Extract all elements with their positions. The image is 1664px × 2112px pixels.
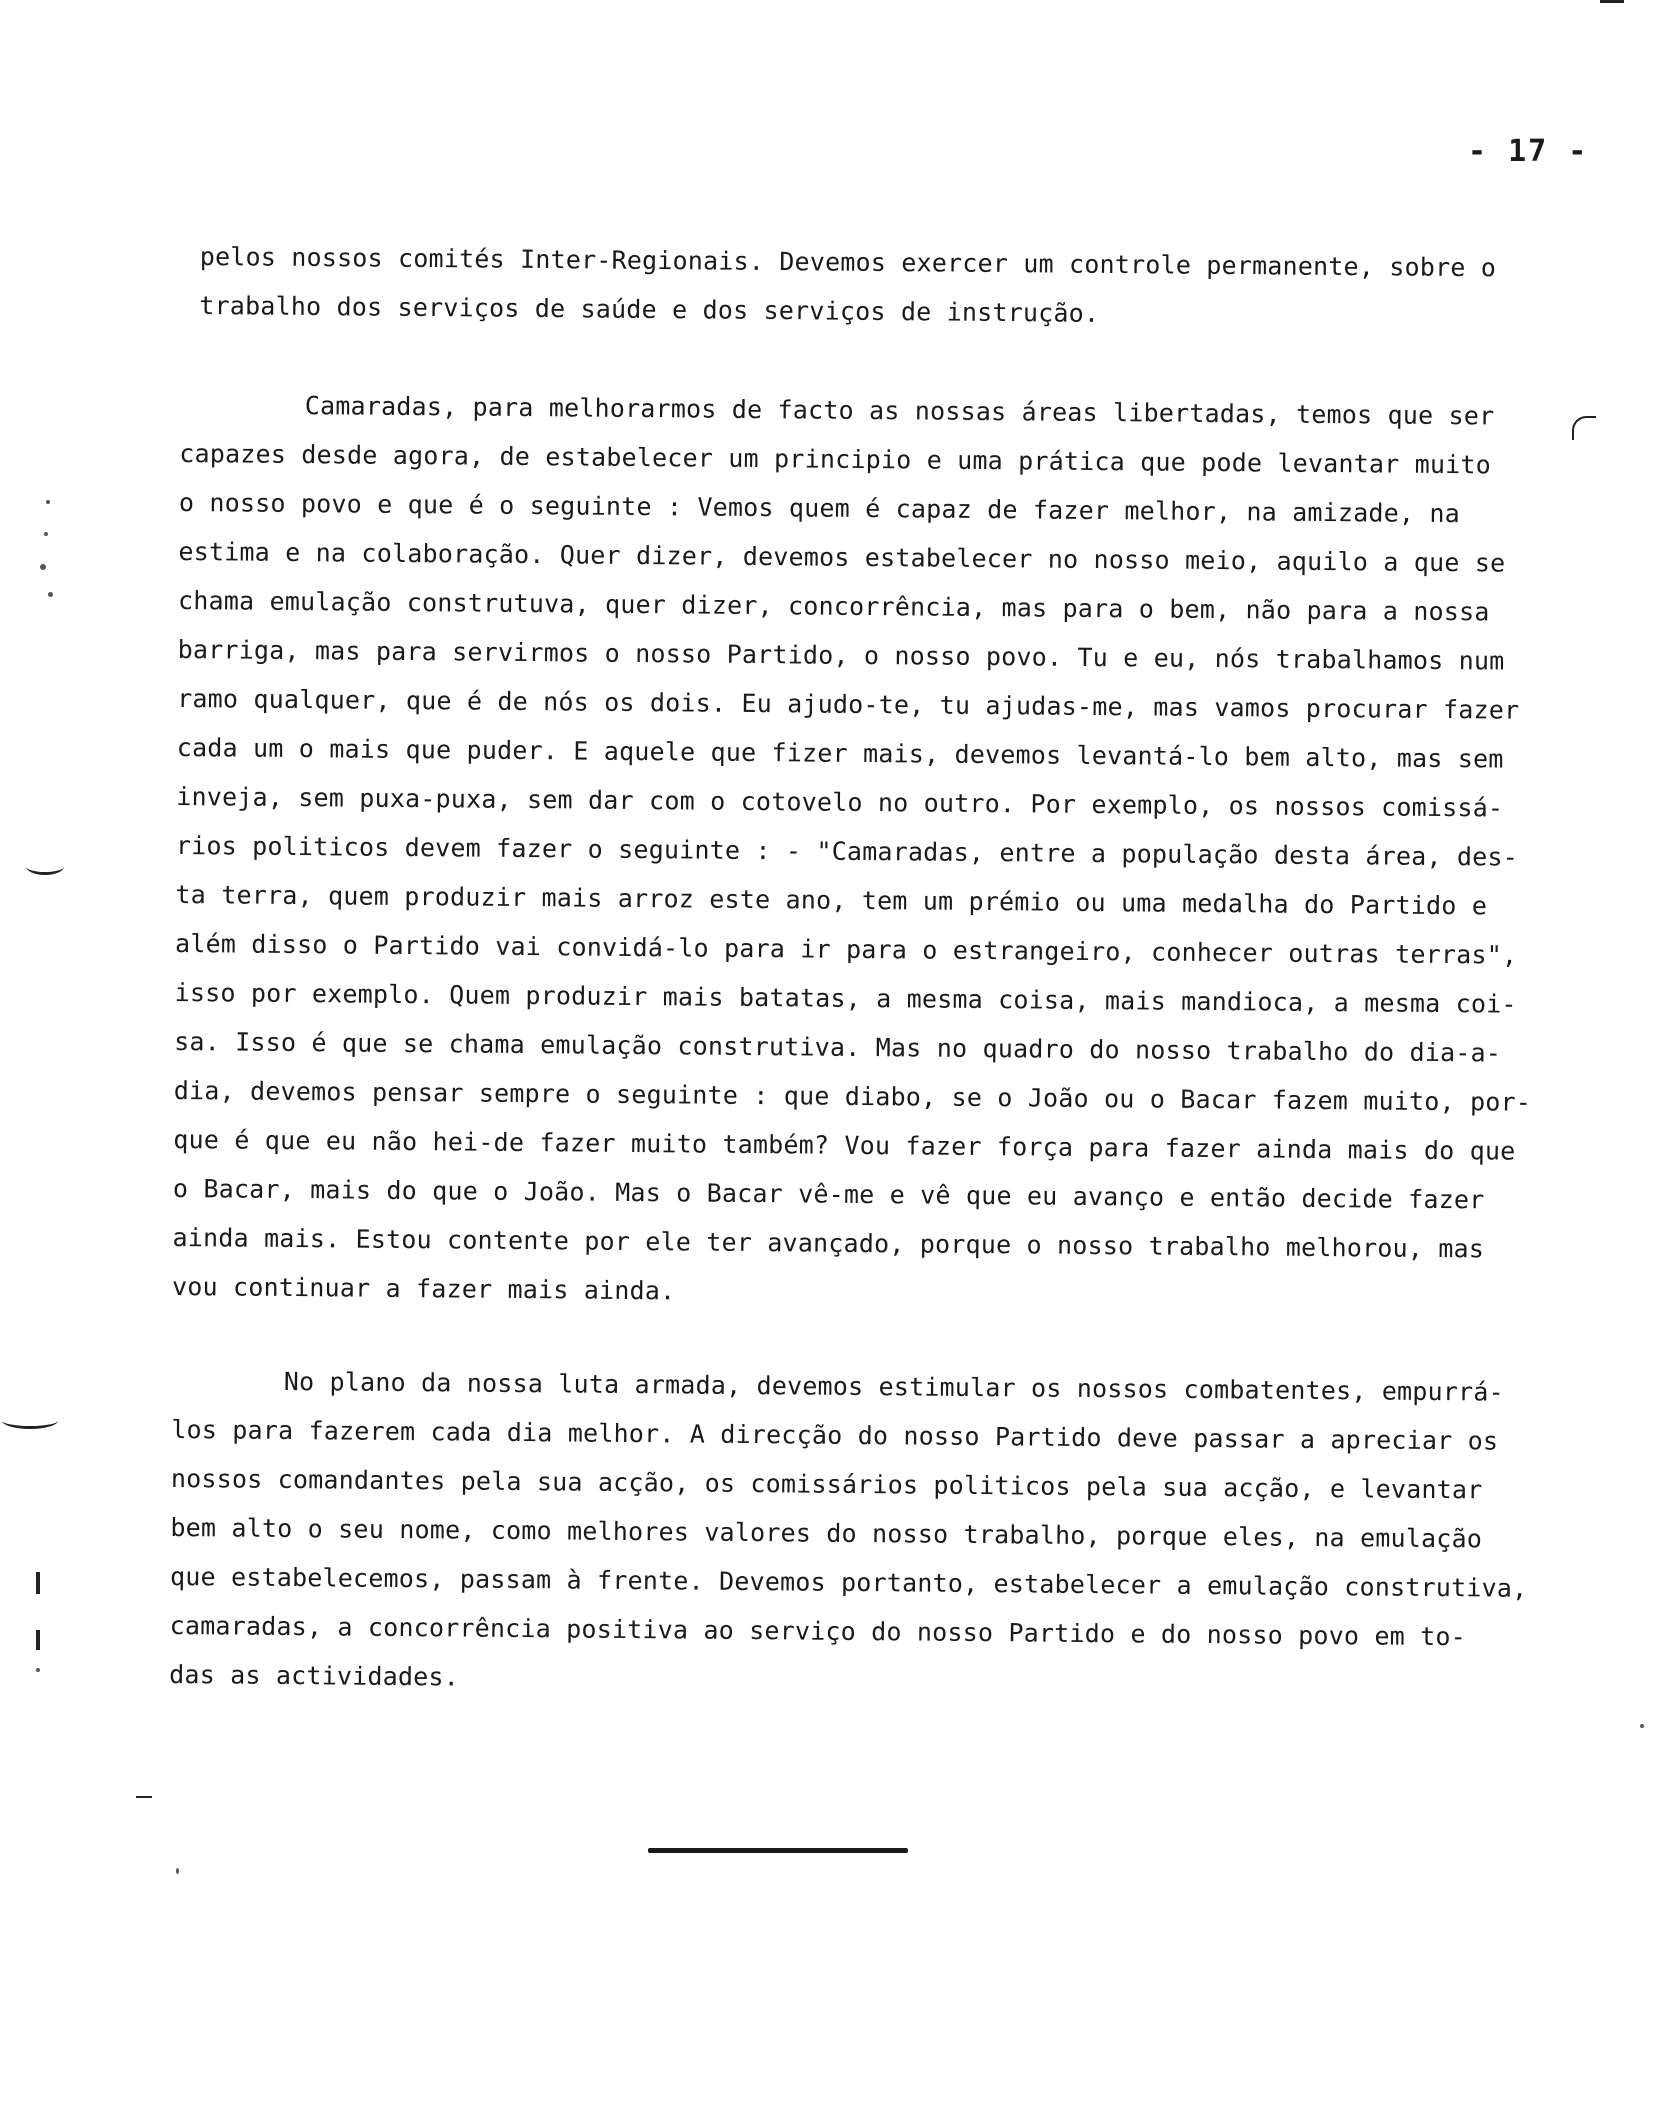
- text-line: vou continuar a fazer mais ainda.: [171, 1271, 676, 1306]
- text-line: ta terra, quem produzir mais arroz este ano, tem um prémio ou uma medalha do Partido e: [175, 879, 1488, 921]
- margin-arc-mark: [1572, 416, 1596, 440]
- text-line: o Bacar, mais do que o João. Mas o Bacar vê-me e vê que eu avanço e então decide fazer: [172, 1173, 1485, 1215]
- paragraph-3: [169, 1356, 1572, 1711]
- text-line: estima e na colaboração. Quer dizer, devemos estabelecer no nosso meio, aquilo a que se: [178, 536, 1506, 578]
- text-line: trabalho dos serviços de saúde e dos serviços de instrução.: [199, 290, 1100, 328]
- text-line: sa. Isso é que se chama emulação construtiva. Mas no quadro do nosso trabalho do dia-a-: [174, 1026, 1502, 1068]
- text-line: o nosso povo e que é o seguinte : Vemos quem é capaz de fazer melhor, na amizade, na: [178, 487, 1461, 529]
- margin-speck: [48, 592, 53, 597]
- text-line: barriga, mas para servirmos o nosso Partido, o nosso povo. Tu e eu, nós trabalhamos num: [177, 634, 1505, 676]
- text-line: rios politicos devem fazer o seguinte : - "Camaradas, entre a população desta área, des-: [175, 830, 1519, 872]
- text-line: das as actividades.: [169, 1659, 460, 1692]
- text-line: No plano da nossa luta armada, devemos estimular os nossos combatentes, empurrá-: [283, 1366, 1504, 1407]
- margin-tick-mark: [36, 1572, 40, 1594]
- margin-tick-mark: [36, 1630, 40, 1650]
- page-number: - 17 -: [1468, 134, 1589, 169]
- text-line: pelos nossos comités Inter-Regionais. Devemos exercer um controle permanente, sobre o: [199, 241, 1497, 283]
- text-line: ainda mais. Estou contente por ele ter avançado, porque o nosso trabalho melhorou, mas: [172, 1222, 1485, 1264]
- margin-speck: [46, 500, 50, 504]
- text-line: camaradas, a concorrência positiva ao serviço do nosso Partido e do nosso povo em to-: [169, 1610, 1467, 1652]
- margin-speck: [1640, 1724, 1644, 1728]
- paragraph-2: [172, 380, 1580, 1323]
- margin-speck: [176, 1868, 179, 1874]
- closing-rule: [648, 1848, 908, 1853]
- margin-dash-mark: [1600, 0, 1624, 3]
- text-line: capazes desde agora, de estabelecer um principio e uma prática que pode levantar muito: [179, 438, 1492, 480]
- text-line: inveja, sem puxa-puxa, sem dar com o cotovelo no outro. Por exemplo, os nossos comissá-: [176, 781, 1504, 823]
- paragraph-1: [199, 232, 1540, 342]
- text-line: nossos comandantes pela sua acção, os comissários politicos pela sua acção, e levantar: [170, 1463, 1483, 1505]
- text-line: que estabelecemos, passam à frente. Devemos portanto, estabelecer a emulação construtiva,: [169, 1561, 1528, 1603]
- margin-speck: [40, 564, 46, 570]
- text-line: além disso o Partido vai convidá-lo para ir para o estrangeiro, conhecer outras terras",: [174, 928, 1518, 970]
- text-line: dia, devemos pensar sempre o seguinte : que diabo, se o João ou o Bacar fazem muito, por-: [173, 1075, 1532, 1117]
- text-line: los para fazerem cada dia melhor. A direcção do nosso Partido deve passar a apreciar os: [171, 1414, 1499, 1456]
- text-line: cada um o mais que puder. E aquele que fizer mais, devemos levantá-lo bem alto, mas sem: [176, 732, 1504, 774]
- text-line: Camaradas, para melhorarmos de facto as nossas áreas libertadas, temos que ser: [304, 391, 1495, 431]
- margin-curve-mark: [2, 1412, 58, 1429]
- margin-speck: [36, 1668, 40, 1672]
- text-line: que é que eu não hei-de fazer muito também? Vou fazer força para fazer ainda mais do que: [173, 1124, 1516, 1166]
- text-line: isso por exemplo. Quem produzir mais batatas, a mesma coisa, mais mandioca, a mesma coi-: [174, 977, 1517, 1019]
- text-line: bem alto o seu nome, como melhores valores do nosso trabalho, porque eles, na emulação: [170, 1512, 1483, 1554]
- margin-dash-mark: [136, 1796, 152, 1798]
- text-line: chama emulação construtuva, quer dizer, concorrência, mas para o bem, não para a nossa: [177, 585, 1490, 627]
- margin-curve-mark: [26, 858, 64, 875]
- margin-speck: [44, 532, 48, 536]
- text-line: ramo qualquer, que é de nós os dois. Eu ajudo-te, tu ajudas-me, mas vamos procurar fazer: [177, 683, 1520, 725]
